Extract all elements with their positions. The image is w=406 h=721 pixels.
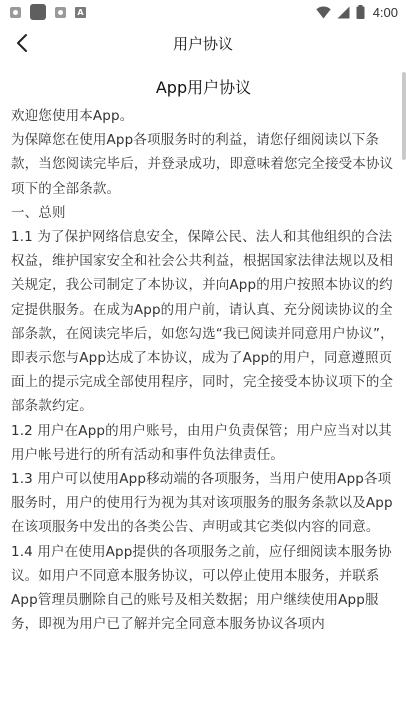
a-notification-icon: A: [75, 7, 86, 18]
paragraph-1-3: 1.3 用户可以使用App移动端的各项服务，当用户使用App各项服务时，用户的使用行为视为其对该项服务的服务条款以及App在该项服务中发出的各类公告、声明或其它类似内容的同意。: [11, 471, 393, 536]
status-time: 4:00: [372, 4, 398, 20]
battery-icon: [356, 5, 365, 19]
paragraph-1-4: 1.4 用户在使用App提供的各项服务之前，应仔细阅读本服务协议。如用户不同意本服务协议，可以停止使用本服务，并联系App管理员删除自己的账号及相关数据；用户继续使用App服务，即视为用户已了解并完全同意本服务协议各项内: [11, 543, 392, 633]
document-title: App用户协议: [155, 78, 252, 97]
chevron-left-icon: [15, 33, 29, 53]
status-bar-left: [10, 4, 86, 20]
page-title: 用户协议: [172, 34, 233, 53]
wifi-icon: [316, 6, 331, 19]
back-button[interactable]: [8, 29, 36, 57]
agreement-content[interactable]: [0, 62, 406, 721]
paragraph-1-2: 1.2 用户在App的用户账号，由用户负责保管；用户应当对以其用户帐号进行的所有活动和事件负法律责任。: [11, 422, 392, 463]
paragraph-welcome: 欢迎您使用本App。: [11, 108, 134, 124]
shield-notification-icon: [55, 7, 66, 18]
signal-icon: [337, 6, 350, 19]
status-bar-right: [316, 5, 398, 20]
scrollbar[interactable]: [402, 72, 406, 160]
nav-bar: [0, 24, 406, 62]
app-icon: [30, 4, 46, 20]
paragraph-1-1: 1.1 为了保护网络信息安全，保障公民、法人和其他组织的合法权益，维护国家安全和社会公共利益，根据国家法律法规以及相关规定，我公司制定了本协议，并向App的用户按照本协议的约定提供服务。在成为App的用户前，请认真、充分阅读协议的全部条款，在阅读完毕后，如您勾选“我已阅读并同意用户协议”，即表示您与App达成了本协议，成为了App的用户，同意遵照页面上的提示完成全部使用程序，同时，完全接受本协议项下的全部条款约定。: [11, 229, 394, 415]
section-heading-general: 一、总则: [11, 204, 66, 221]
paragraph-intro: 为保障您在使用App各项服务时的利益，请您仔细阅读以下条款，当您阅读完毕后，并登录成功，即意味着您完全接受本协议项下的全部条款。: [11, 132, 394, 197]
status-bar: [0, 0, 406, 24]
notification-icon: [10, 7, 21, 18]
